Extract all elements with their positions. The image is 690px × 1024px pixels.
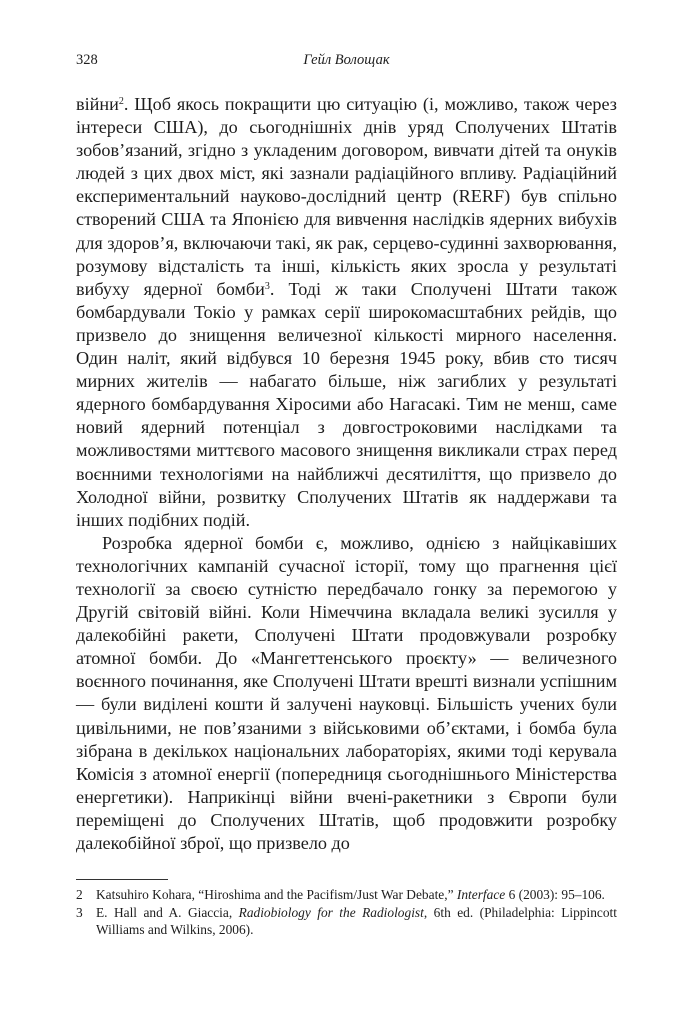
paragraph-1-part-2: . Щоб якось покращити цю ситуацію (і, можливо, також через інтереси США), до сьогоднішніх днів уряд Сполучених Штатів зобов’язаний, згідно з укладеним договором, вивчати дітей та онуків людей з цих двох міст, які зазнали радіаційного впливу. Радіаційний експериментальний науково-дослідний центр (RERF) був спільно створений США та Японією для вивчення наслідків ядерних вибухів для здоров’я, включаючи такі, як рак, серцево-судинні захворювання, розумову відсталість та інші, кількість яких зросла у результаті вибуху ядерної бомби bbox=[76, 94, 617, 299]
footnote-text: Katsuhiro Kohara, “Hiroshima and the Pacifism/Just War Debate,” bbox=[96, 887, 457, 902]
footnote-number: 2 bbox=[76, 887, 83, 902]
footnote-ref-3: 3 bbox=[264, 280, 270, 292]
paragraph-1-part-3: . Тоді ж таки Сполучені Штати також бомбардували Токіо у рамках серії широкомасштабних рейдів, що призвело до знищення величезної кількості мирного населення. Один наліт, який відбувся 10 березня 1945 року, вбив сто тисяч мирних жителів — набагато більше, ніж загиблих у результаті ядерного бомбардування Хіросими або Нагасакі. Тим не менш, саме новий ядерний потенціал з довгостроковими наслідками та можливостями миттєвого масового знищення викликали страх перед воєнними технологіями на найближчі десятиліття, що призвело до Холодної війни, розвитку Сполучених Штатів як наддержави та інших подібних подій. bbox=[76, 278, 617, 530]
footnote-title: Radiobiology for the Radiologist bbox=[238, 905, 424, 920]
paragraph-1-part-1: війни bbox=[76, 94, 119, 114]
footnote-text: E. Hall and A. Giaccia, bbox=[96, 905, 239, 920]
main-text bbox=[76, 93, 617, 855]
paragraph-1 bbox=[76, 93, 617, 532]
footnote-text: , 6th ed. (Philadelphia: Lippincott Williams and Wilkins, 2006). bbox=[96, 905, 617, 937]
footnotes bbox=[76, 886, 617, 939]
footnote-ref-2: 2 bbox=[118, 96, 124, 107]
footnote-number: 3 bbox=[76, 905, 83, 920]
footnote-title: Interface bbox=[456, 887, 506, 902]
paragraph-2: Розробка ядерної бомби є, можливо, однією з найцікавіших технологічних кампаній сучасної історії, тому що прагнення цієї технології за своєю сутністю передбачало гонку за перемогою у Другій світовій війні. Коли Німеччина вкладала великі зусилля у далекобійні ракети, Сполучені Штати продовжували розробку атомної бомби. До «Мангеттенського проєкту» — величезного воєнного починання, яке Сполучені Штати врешті визнали успішним — були виділені кошти й залучені науковці. Більшість учених були цивільними, не пов’язаними з військовими об’єктами, і бомба була зібрана в декількох національних лабораторіях, якими тоді керувала Комісія з атомної енергії (попередниця сьогоднішнього Міністерства енергетики). Наприкінці війни вчені-ракетники з Європи були переміщені до Сполучених Штатів, щоб продовжити розробку далекобійної зброї, що призвело до bbox=[76, 532, 617, 853]
footnote-text: 6 (2003): 95–106. bbox=[505, 887, 605, 902]
running-title: Гейл Волощак bbox=[303, 52, 390, 68]
footnote bbox=[76, 886, 617, 903]
footnote-divider bbox=[76, 879, 168, 880]
page-header bbox=[76, 52, 617, 72]
page-number: 328 bbox=[76, 52, 98, 68]
footnote bbox=[76, 904, 617, 938]
